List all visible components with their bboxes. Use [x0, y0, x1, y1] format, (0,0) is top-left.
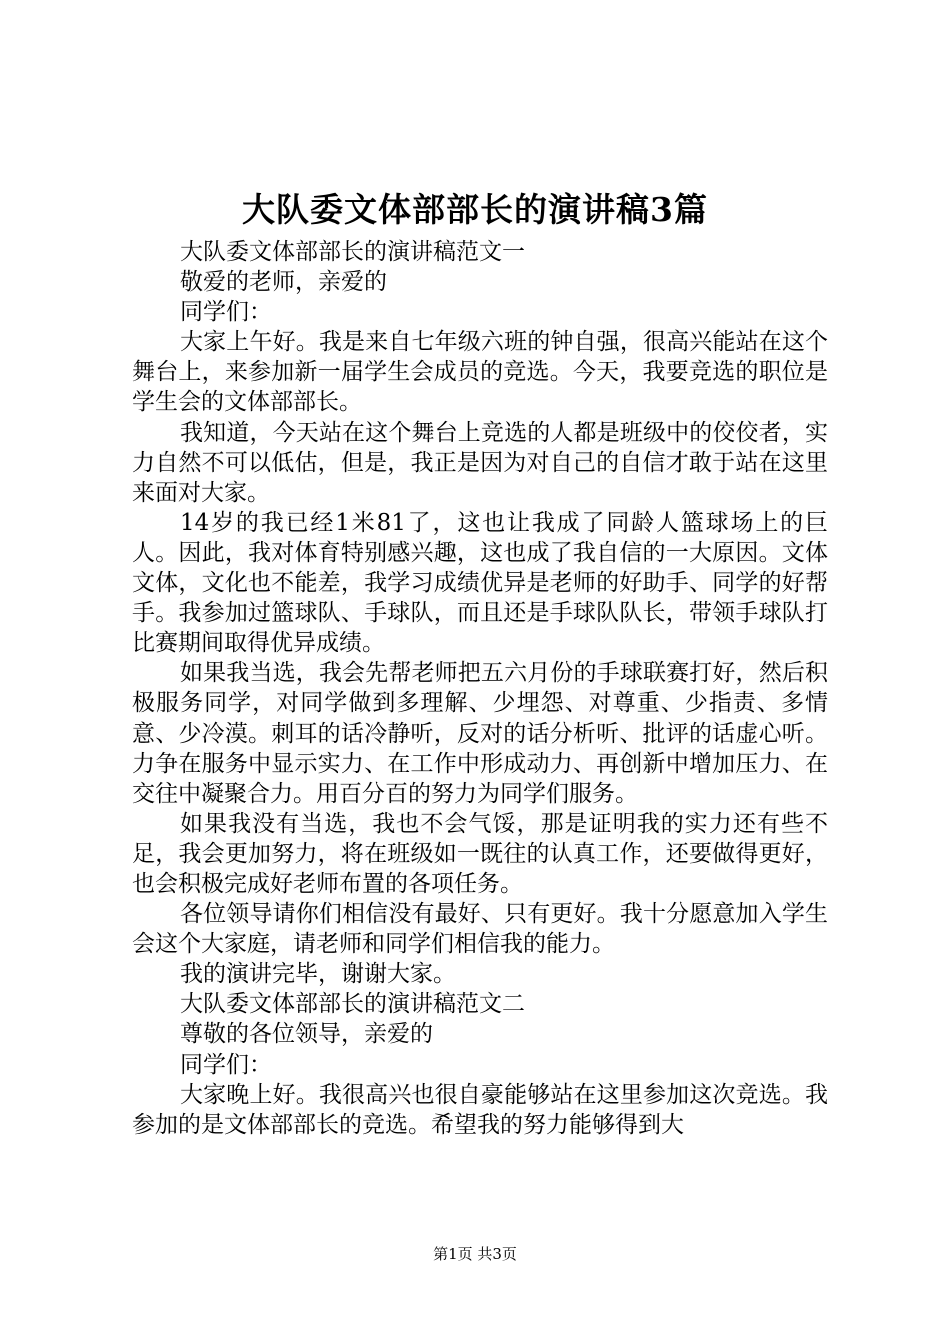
paragraph-salutation-1: 敬爱的老师，亲爱的 — [180, 269, 387, 296]
paragraph-text: 14岁的我已经1米81了，这也让我成了同龄人篮球场上的巨人。因此，我对体育特别感兴趣，这也成了我自信的一大原因。文体文体，文化也不能差，我学习成绩优异是老师的好助手、同学的好帮手。我参加过篮球队、手球队，而且还是手球队队长，带领手球队打比赛期间取得优异成绩。 — [132, 509, 828, 657]
paragraph-subtitle-2: 大队委文体部部长的演讲稿范文二 — [180, 991, 525, 1018]
document-body — [132, 237, 828, 1140]
paragraph-salutation-2b: 同学们： — [180, 1051, 272, 1078]
paragraph-salutation-2: 尊敬的各位领导，亲爱的 — [180, 1021, 433, 1048]
paragraph-closing-1: 我的演讲完毕，谢谢大家。 — [180, 961, 456, 988]
paragraph-salutation-1b: 同学们： — [180, 299, 272, 326]
paragraph-text: 大家上午好。我是来自七年级六班的钟自强，很高兴能站在这个舞台上，来参加新一届学生会成员的竞选。今天，我要竞选的职位是学生会的文体部部长。 — [132, 329, 828, 416]
paragraph-text: 如果我当选，我会先帮老师把五六月份的手球联赛打好，然后积极服务同学，对同学做到多理解、少埋怨、对尊重、少指责、多情意、少冷漠。刺耳的话冷静听，反对的话分析听、批评的话虚心听。力争在服务中显示实力、在工作中形成动力、再创新中增加压力、在交往中凝聚合力。用百分百的努力为同学们服务。 — [132, 660, 828, 807]
document-title: 大队委文体部部长的演讲稿3篇 — [242, 190, 708, 229]
page-footer: 第1页 共3页 — [433, 1245, 517, 1263]
paragraph-text: 如果我没有当选，我也不会气馁，那是证明我的实力还有些不足，我会更加努力，将在班级如一既往的认真工作，还要做得更好，也会积极完成好老师布置的各项任务。 — [132, 810, 828, 897]
paragraph-text: 大家晚上好。我很高兴也很自豪能够站在这里参加这次竞选。我参加的是文体部部长的竞选。希望我的努力能够得到大 — [132, 1081, 828, 1138]
paragraph-text: 我知道，今天站在这个舞台上竞选的人都是班级中的佼佼者，实力自然不可以低估，但是，我正是因为对自己的自信才敢于站在这里来面对大家。 — [132, 419, 828, 506]
paragraph-text: 各位领导请你们相信没有最好、只有更好。我十分愿意加入学生会这个大家庭，请老师和同学们相信我的能力。 — [132, 901, 828, 958]
paragraph-subtitle-1: 大队委文体部部长的演讲稿范文一 — [180, 239, 525, 265]
